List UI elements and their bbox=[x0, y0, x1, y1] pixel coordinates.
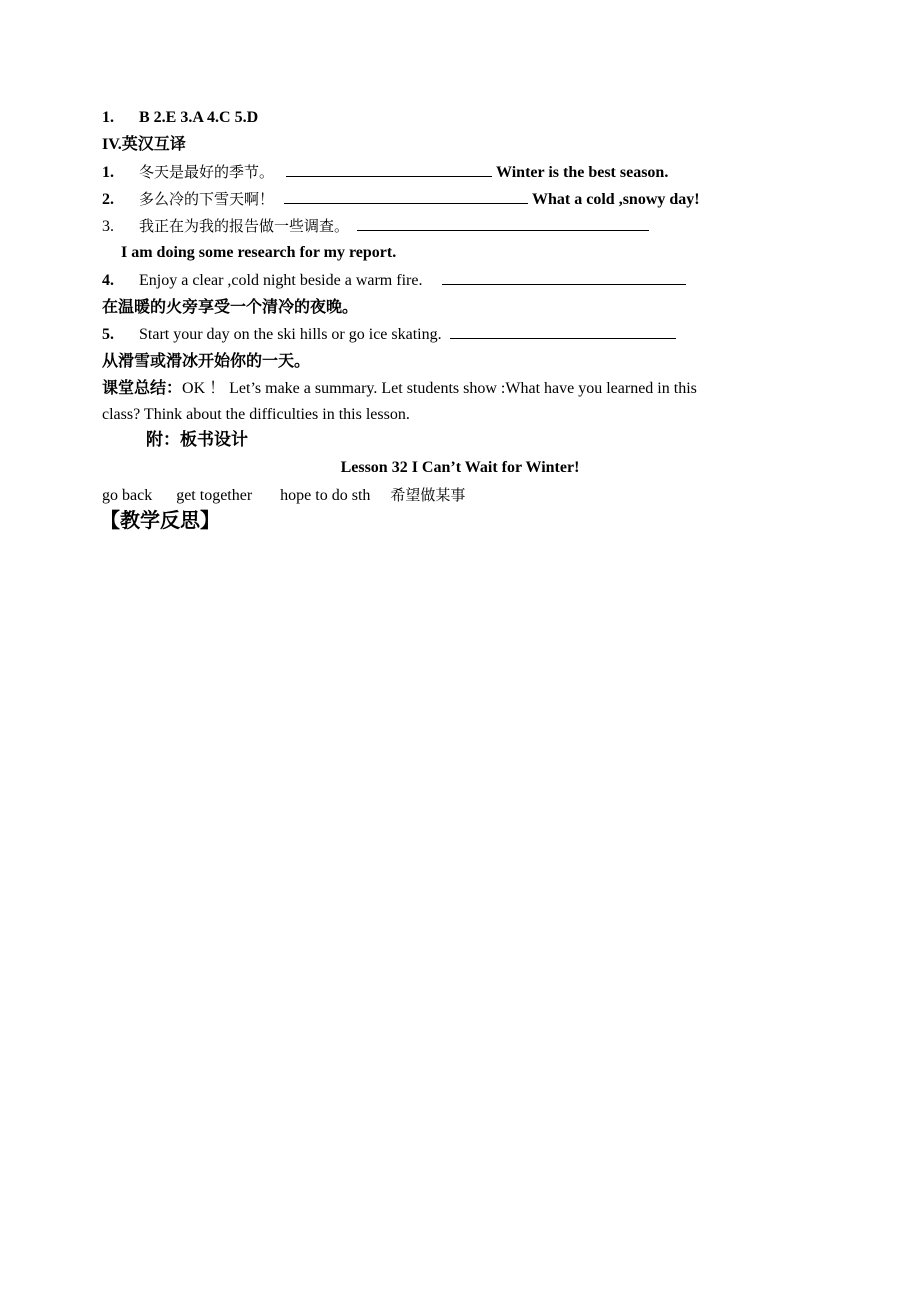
item-prompt: Enjoy a clear ,cold night beside a warm fire. bbox=[139, 272, 423, 289]
answer-blank bbox=[442, 270, 686, 285]
phrase-item: 希望做某事 bbox=[390, 486, 466, 504]
item-number: 5. bbox=[102, 326, 114, 343]
answer-blank bbox=[357, 216, 649, 231]
summary-label: 课堂总结： bbox=[102, 378, 183, 397]
section-title-text: IV.英汉互译 bbox=[102, 136, 186, 153]
answer-key-text: B 2.E 3.A 4.C 5.D bbox=[139, 109, 259, 126]
answer-blank bbox=[450, 324, 676, 339]
item-prompt: 多么冷的下雪天啊！ bbox=[139, 190, 275, 208]
board-design-heading: 附：板书设计 bbox=[146, 430, 248, 450]
item-prompt: Start your day on the ski hills or go ice skating. bbox=[139, 326, 442, 343]
translation-item-1 bbox=[102, 162, 668, 183]
item-number: 2. bbox=[102, 191, 114, 208]
board-phrases bbox=[102, 485, 465, 506]
item-prompt: 冬天是最好的季节。 bbox=[139, 163, 275, 181]
teaching-reflection-heading: 【教学反思】 bbox=[100, 508, 220, 532]
item-number: 1. bbox=[102, 109, 114, 126]
item-answer: Winter is the best season. bbox=[496, 164, 669, 181]
summary-text-1: OK ！ Let’s make a summary. Let students show :What have you learned in this bbox=[182, 380, 697, 397]
item-answer: I am doing some research for my report. bbox=[121, 244, 397, 261]
summary-text-2: class? Think about the difficulties in this lesson. bbox=[102, 406, 410, 423]
item-number: 1. bbox=[102, 164, 114, 181]
answer-blank bbox=[286, 162, 492, 177]
item-number: 4. bbox=[102, 272, 114, 289]
lesson-title: Lesson 32 I Can’t Wait for Winter! bbox=[340, 459, 580, 476]
translation-item-5 bbox=[102, 324, 676, 345]
translation-item-2 bbox=[102, 189, 700, 210]
answer-key-line bbox=[102, 108, 258, 128]
item-answer: 从滑雪或滑冰开始你的一天。 bbox=[102, 351, 311, 370]
section-title bbox=[102, 135, 186, 155]
phrase-item: go back bbox=[102, 487, 153, 504]
answer-blank bbox=[284, 189, 528, 204]
class-summary bbox=[102, 378, 697, 399]
item-prompt: 我正在为我的报告做一些调查。 bbox=[139, 217, 350, 235]
phrase-item: get together bbox=[176, 487, 253, 504]
item-answer: 在温暖的火旁享受一个清冷的夜晚。 bbox=[102, 297, 359, 316]
translation-item-3 bbox=[102, 216, 649, 237]
translation-item-4 bbox=[102, 270, 686, 291]
phrase-item: hope to do sth bbox=[280, 487, 371, 504]
item-answer: What a cold ,snowy day! bbox=[532, 191, 700, 208]
item-number: 3. bbox=[102, 218, 114, 235]
